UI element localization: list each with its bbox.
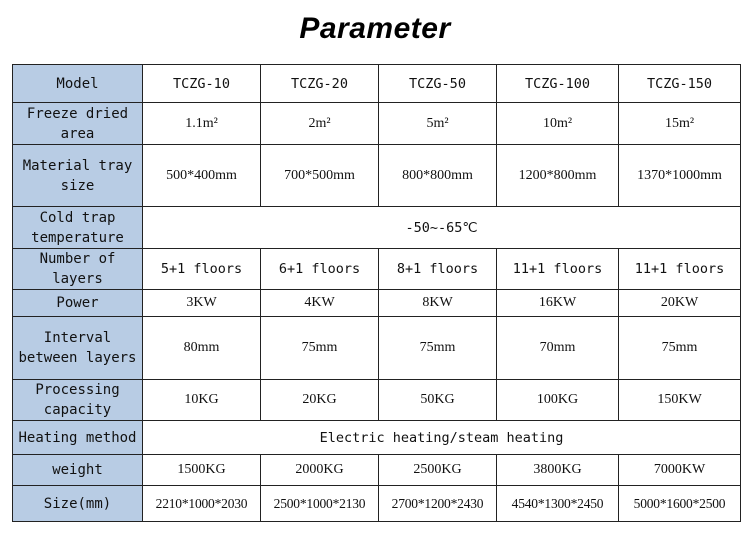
table-row-capacity — [13, 380, 741, 421]
weight-cell: 2500KG — [379, 455, 497, 486]
model-name-cell: TCZG-50 — [379, 65, 497, 103]
heating-cell: Electric heating/steam heating — [143, 421, 741, 455]
interval-cell: 80mm — [143, 317, 261, 380]
interval-cell: 75mm — [379, 317, 497, 380]
row-label-interval: Interval between layers — [13, 317, 143, 380]
tray-size-cell: 1200*800mm — [497, 145, 619, 207]
table-row-heating — [13, 421, 741, 455]
size-cell: 2210*1000*2030 — [143, 486, 261, 522]
row-label-cold-trap: Cold trap temperature — [13, 207, 143, 249]
size-cell: 2500*1000*2130 — [261, 486, 379, 522]
model-name-cell: TCZG-150 — [619, 65, 741, 103]
interval-cell: 75mm — [619, 317, 741, 380]
freeze-area-cell: 5m² — [379, 103, 497, 145]
freeze-area-cell: 15m² — [619, 103, 741, 145]
tray-size-cell: 500*400mm — [143, 145, 261, 207]
parameter-table — [12, 64, 741, 522]
row-label-size: Size(mm) — [13, 486, 143, 522]
row-label-weight: weight — [13, 455, 143, 486]
size-cell: 4540*1300*2450 — [497, 486, 619, 522]
layers-cell: 11+1 floors — [619, 249, 741, 290]
weight-cell: 7000KW — [619, 455, 741, 486]
layers-cell: 11+1 floors — [497, 249, 619, 290]
power-cell: 4KW — [261, 290, 379, 317]
freeze-area-cell: 2m² — [261, 103, 379, 145]
table-row-model — [13, 65, 741, 103]
power-cell: 16KW — [497, 290, 619, 317]
layers-cell: 8+1 floors — [379, 249, 497, 290]
interval-cell: 75mm — [261, 317, 379, 380]
power-cell: 20KW — [619, 290, 741, 317]
page-title: Parameter — [299, 12, 451, 45]
table-row-size — [13, 486, 741, 522]
freeze-area-cell: 1.1m² — [143, 103, 261, 145]
freeze-area-cell: 10m² — [497, 103, 619, 145]
table-row-tray-size — [13, 145, 741, 207]
weight-cell: 2000KG — [261, 455, 379, 486]
row-label-freeze-area: Freeze dried area — [13, 103, 143, 145]
tray-size-cell: 1370*1000mm — [619, 145, 741, 207]
row-label-capacity: Processing capacity — [13, 380, 143, 421]
table-row-interval — [13, 317, 741, 380]
capacity-cell: 10KG — [143, 380, 261, 421]
capacity-cell: 20KG — [261, 380, 379, 421]
model-name-cell: TCZG-100 — [497, 65, 619, 103]
weight-cell: 1500KG — [143, 455, 261, 486]
layers-cell: 6+1 floors — [261, 249, 379, 290]
table-row-cold-trap — [13, 207, 741, 249]
tray-size-cell: 800*800mm — [379, 145, 497, 207]
model-name-cell: TCZG-20 — [261, 65, 379, 103]
row-label-layers: Number of layers — [13, 249, 143, 290]
layers-cell: 5+1 floors — [143, 249, 261, 290]
table-row-power — [13, 290, 741, 317]
row-label-tray-size: Material tray size — [13, 145, 143, 207]
row-label-model: Model — [13, 65, 143, 103]
row-label-heating: Heating method — [13, 421, 143, 455]
capacity-cell: 50KG — [379, 380, 497, 421]
cold-trap-cell: -50~-65℃ — [143, 207, 741, 249]
power-cell: 8KW — [379, 290, 497, 317]
table-row-weight — [13, 455, 741, 486]
weight-cell: 3800KG — [497, 455, 619, 486]
table-row-freeze-area — [13, 103, 741, 145]
row-label-power: Power — [13, 290, 143, 317]
size-cell: 2700*1200*2430 — [379, 486, 497, 522]
capacity-cell: 100KG — [497, 380, 619, 421]
capacity-cell: 150KW — [619, 380, 741, 421]
power-cell: 3KW — [143, 290, 261, 317]
table-row-layers — [13, 249, 741, 290]
interval-cell: 70mm — [497, 317, 619, 380]
model-name-cell: TCZG-10 — [143, 65, 261, 103]
size-cell: 5000*1600*2500 — [619, 486, 741, 522]
tray-size-cell: 700*500mm — [261, 145, 379, 207]
